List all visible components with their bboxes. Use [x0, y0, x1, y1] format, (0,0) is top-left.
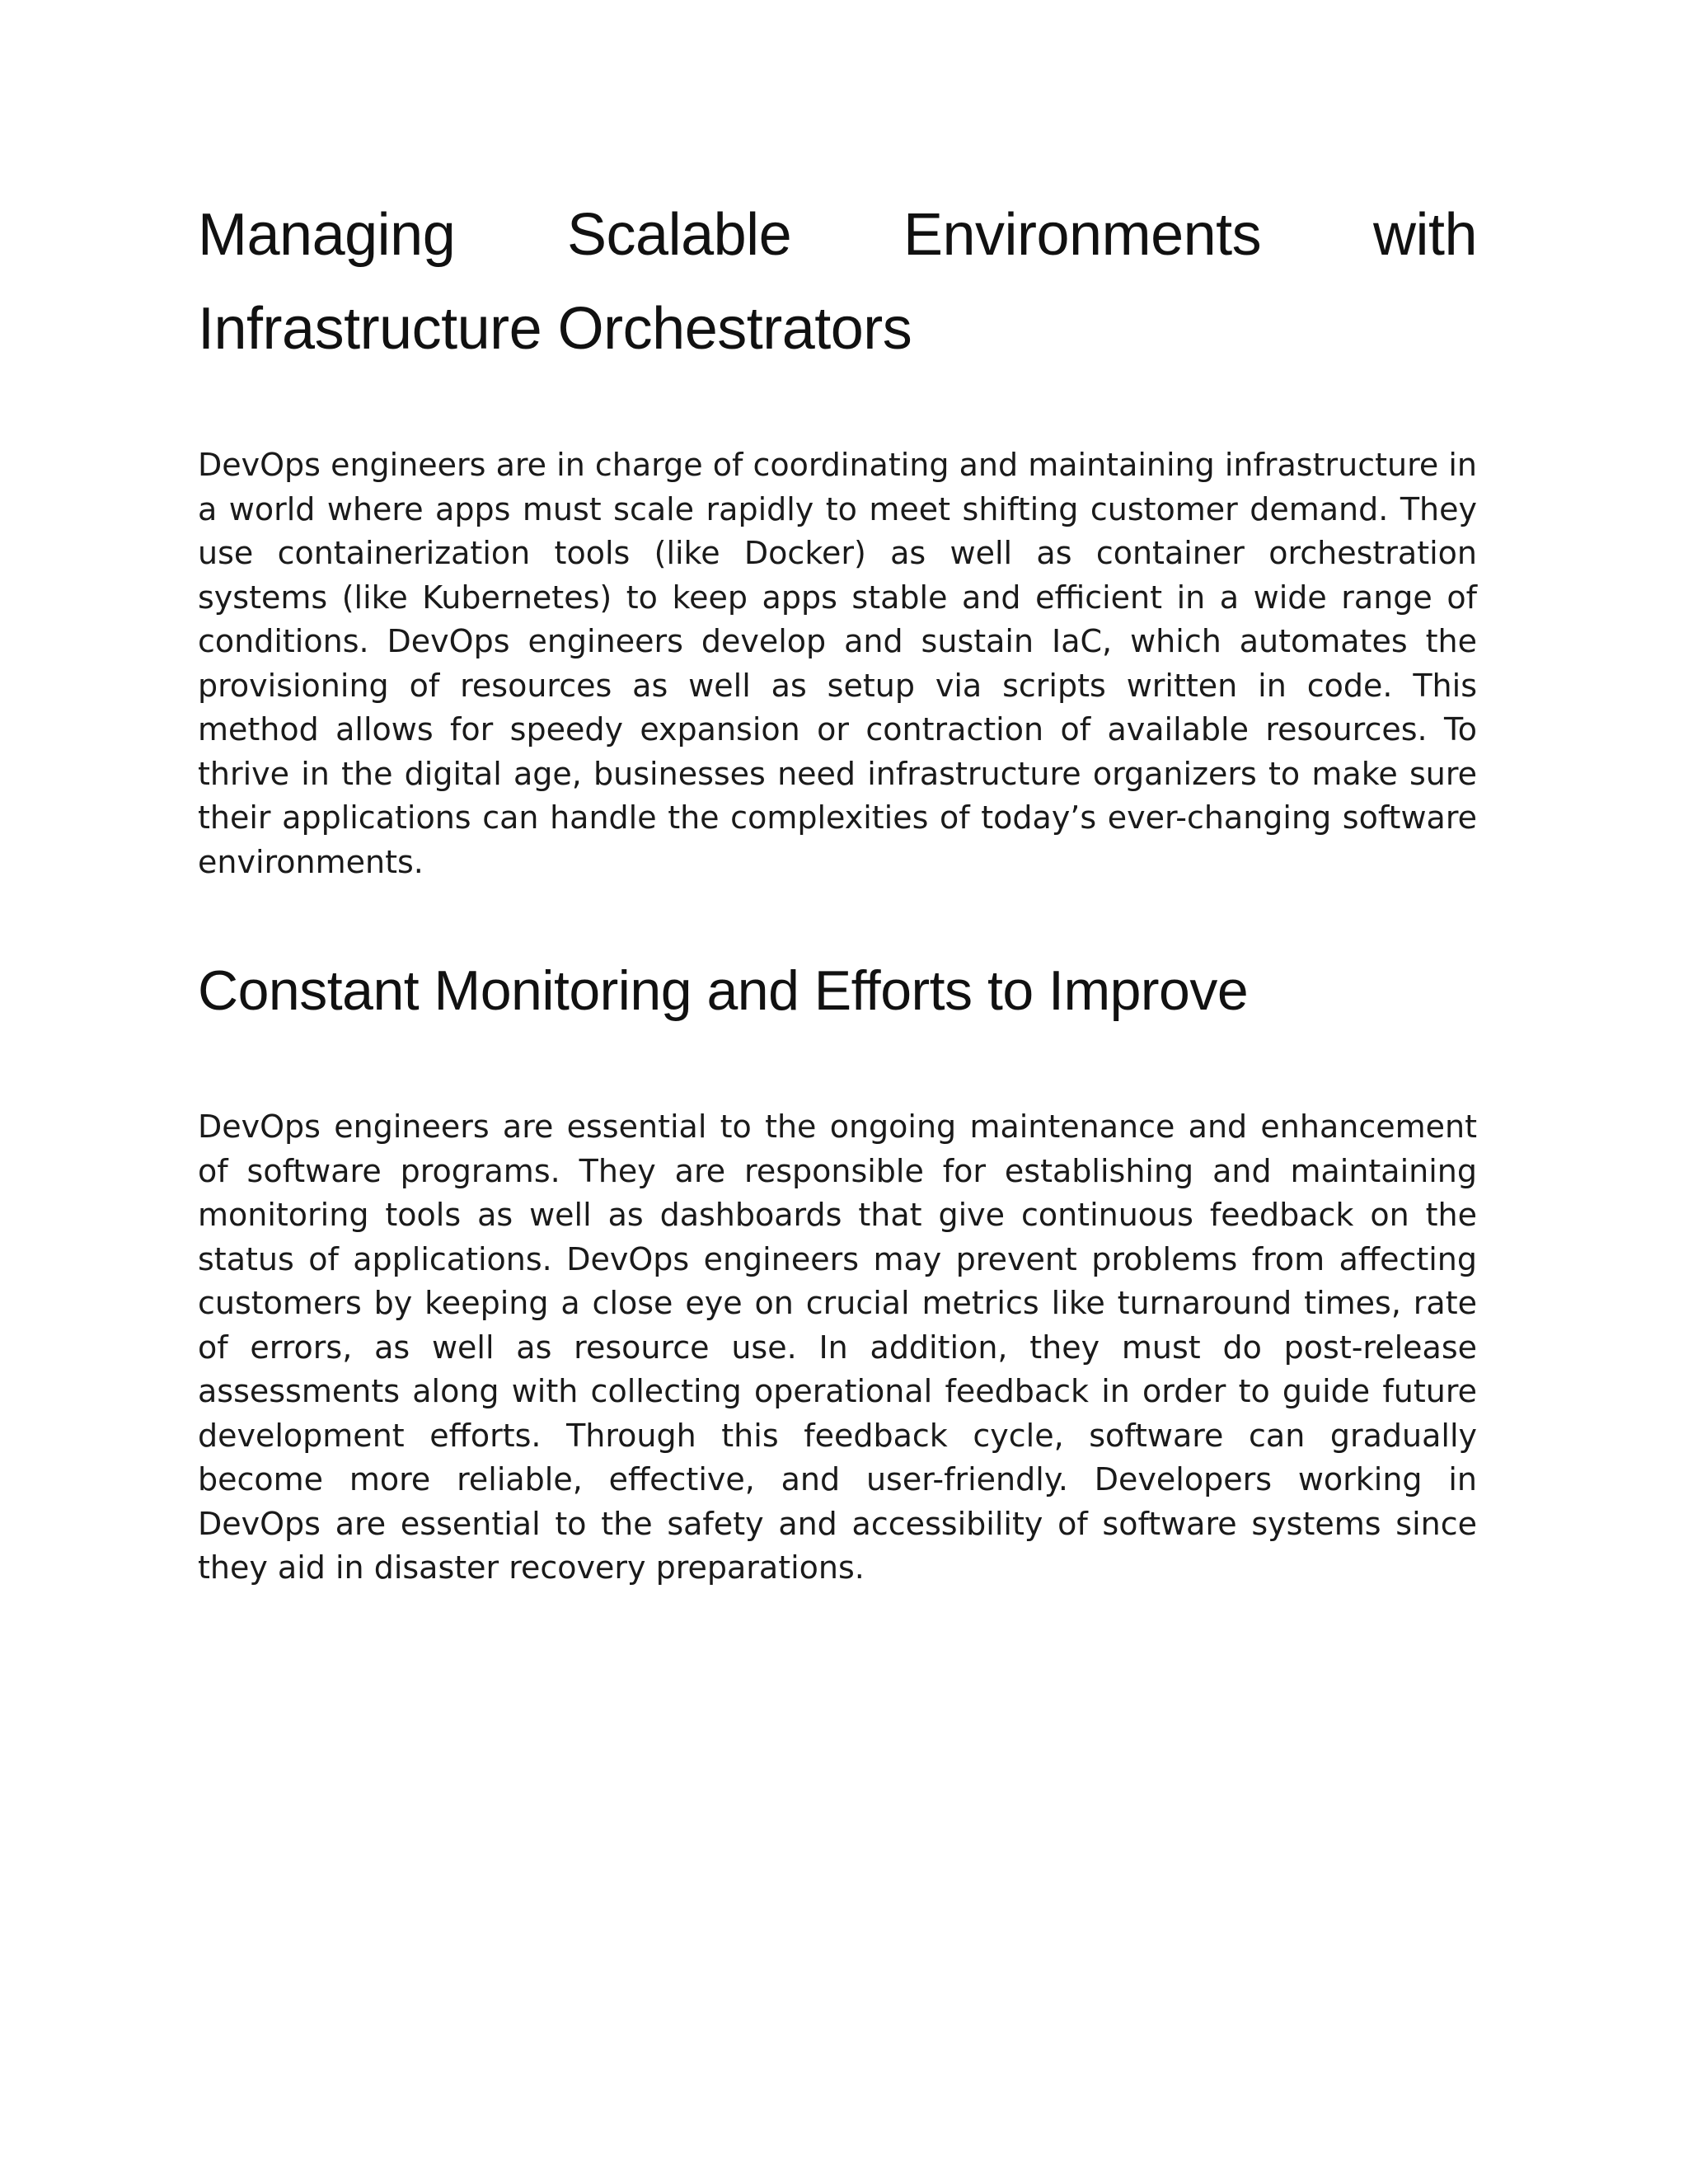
- document-body: [198, 188, 1477, 1591]
- section-heading-scalable-environments: Managing Scalable Environments with Infrastructure Orchestrators: [198, 202, 1477, 362]
- paragraph-monitoring: DevOps engineers are essential to the ongoing maintenance and enhancement of software programs. They are responsible for establishing and maintaining monitoring tools as well as dashboards that give continuous feedback on the status of applications. DevOps engineers may prevent problems from affecting customers by keeping a close eye on crucial metrics like turnaround times, rate of errors, as well as resource use. In addition, they must do post-release assessments along with collecting operational feedback in order to guide future development efforts. Through this feedback cycle, software can gradually become more reliable, effective, and user-friendly. Developers working in DevOps are essential to the safety and accessibility of software systems since they aid in disaster recovery preparations.: [198, 1108, 1477, 1586]
- paragraph-infrastructure-orchestrators: DevOps engineers are in charge of coordinating and maintaining infrastructure in a world where apps must scale rapidly to meet shifting customer demand. They use containerization tools (like Docker) as well as container orchestration systems (like Kubernetes) to keep apps stable and efficient in a wide range of conditions. DevOps engineers develop and sustain IaC, which automates the provisioning of resources as well as setup via scripts written in code. This method allows for speedy expansion or contraction of available resources. To thrive in the digital age, businesses need infrastructure organizers to make sure their applications can handle the complexities of today’s ever-changing software environments.: [198, 447, 1477, 880]
- section-heading-monitoring: Constant Monitoring and Efforts to Improve: [198, 959, 1249, 1022]
